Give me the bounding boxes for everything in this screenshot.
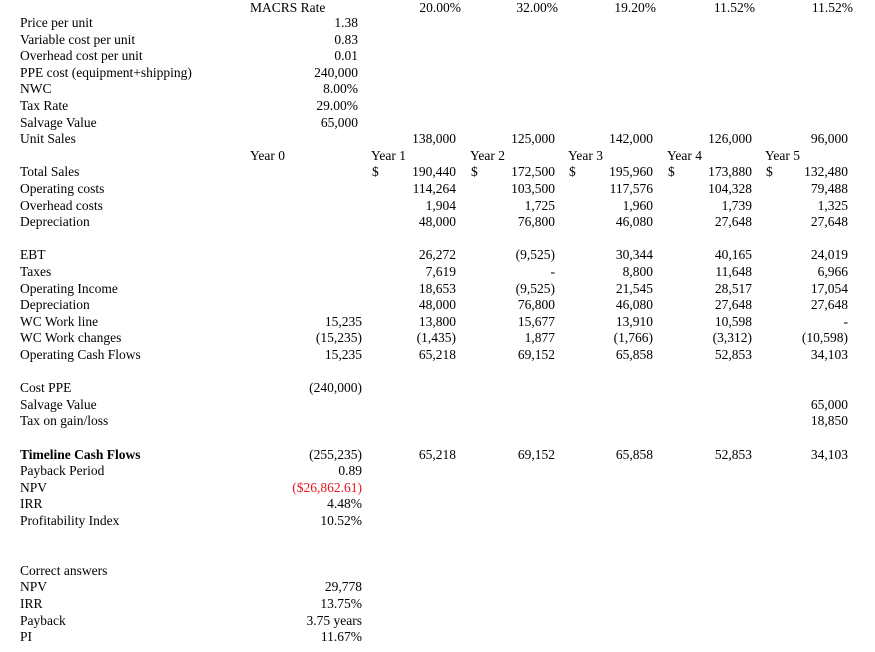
value-cell[interactable]: 40,165 <box>714 247 752 263</box>
macrs-rate-cell[interactable]: 11.52% <box>811 0 853 15</box>
value-cell[interactable]: 69,152 <box>517 446 555 462</box>
value-cell[interactable]: 46,080 <box>615 214 653 230</box>
value-cell[interactable]: 27,648 <box>810 214 848 230</box>
value-cell[interactable]: 1,325 <box>817 197 848 213</box>
input-value[interactable]: 65,000 <box>320 114 358 130</box>
value-cell[interactable]: 103,500 <box>511 181 555 196</box>
value-cell[interactable]: 1,725 <box>524 197 555 213</box>
currency-symbol[interactable]: $ <box>372 164 379 180</box>
value-cell[interactable]: 52,853 <box>714 446 752 462</box>
row-label[interactable]: Operating Cash Flows <box>20 347 141 362</box>
row-label[interactable]: Cost PPE <box>20 380 72 396</box>
value-cell[interactable]: 28,517 <box>714 280 752 296</box>
year0-cell[interactable]: (15,235) <box>315 330 362 346</box>
value-cell[interactable]: 114,264 <box>412 181 456 196</box>
value-cell[interactable]: 1,877 <box>524 330 555 346</box>
value-cell[interactable]: 8,800 <box>622 264 653 279</box>
value-cell[interactable]: 52,853 <box>714 347 752 362</box>
input-label[interactable]: Salvage Value <box>20 114 97 130</box>
value-cell[interactable]: 21,545 <box>615 280 653 296</box>
metric-value[interactable]: 0.89 <box>338 463 362 479</box>
year0-cell[interactable]: (240,000) <box>309 380 362 396</box>
correct-answers-title[interactable]: Correct answers <box>20 562 108 578</box>
value-cell[interactable]: 195,960 <box>609 164 653 180</box>
answer-label[interactable]: NPV <box>20 579 48 595</box>
row-label[interactable]: Depreciation <box>20 214 90 230</box>
value-cell[interactable]: 34,103 <box>810 347 848 362</box>
value-cell[interactable]: 27,648 <box>810 297 848 313</box>
value-cell[interactable]: 7,619 <box>425 264 456 279</box>
unit-sales-cell[interactable]: 126,000 <box>708 131 752 147</box>
value-cell[interactable]: (1,766) <box>613 330 653 346</box>
value-cell[interactable]: 117,576 <box>609 181 653 196</box>
value-cell[interactable]: 27,648 <box>714 214 752 230</box>
input-label[interactable]: Price per unit <box>20 15 93 30</box>
row-label[interactable]: WC Work changes <box>20 330 122 346</box>
value-cell[interactable]: 190,440 <box>412 164 456 180</box>
input-label[interactable]: Unit Sales <box>20 131 76 147</box>
currency-symbol[interactable]: $ <box>766 164 773 180</box>
value-cell[interactable]: 65,218 <box>418 347 456 362</box>
macrs-rate-cell[interactable]: 32.00% <box>516 0 558 15</box>
value-cell[interactable]: 6,966 <box>817 264 848 279</box>
year0-cell[interactable]: 15,235 <box>324 347 362 362</box>
value-cell[interactable]: 132,480 <box>804 164 848 180</box>
value-cell[interactable]: 11,648 <box>715 264 752 279</box>
input-label[interactable]: PPE cost (equipment+shipping) <box>20 64 192 80</box>
value-cell[interactable]: 65,000 <box>810 396 848 412</box>
input-label[interactable]: Overhead cost per unit <box>20 48 143 64</box>
value-cell[interactable]: 65,218 <box>418 446 456 462</box>
row-label[interactable]: Total Sales <box>20 164 80 180</box>
year-header[interactable]: Year 4 <box>667 147 703 163</box>
currency-symbol[interactable]: $ <box>471 164 478 180</box>
unit-sales-cell[interactable]: 96,000 <box>810 131 848 147</box>
metric-value[interactable]: ($26,862.61) <box>292 479 362 495</box>
value-cell[interactable]: (9,525) <box>515 247 555 263</box>
value-cell[interactable]: 27,648 <box>714 297 752 313</box>
unit-sales-cell[interactable]: 138,000 <box>412 131 456 147</box>
row-label[interactable]: Taxes <box>20 264 52 279</box>
value-cell[interactable]: 15,677 <box>517 313 555 329</box>
value-cell[interactable]: 65,858 <box>615 347 653 362</box>
macrs-label[interactable]: MACRS Rate <box>250 0 326 15</box>
year0-cell[interactable]: (255,235) <box>309 446 362 462</box>
value-cell[interactable]: 76,800 <box>517 297 555 313</box>
currency-symbol[interactable]: $ <box>569 164 576 180</box>
currency-symbol[interactable]: $ <box>668 164 675 180</box>
value-cell[interactable]: 76,800 <box>517 214 555 230</box>
macrs-rate-cell[interactable]: 19.20% <box>614 0 656 15</box>
value-cell[interactable]: 10,598 <box>714 313 752 329</box>
row-label[interactable]: EBT <box>20 247 46 263</box>
value-cell[interactable]: 46,080 <box>615 297 653 313</box>
input-value[interactable]: 240,000 <box>314 64 358 80</box>
row-label[interactable]: Salvage Value <box>20 396 97 412</box>
answer-label[interactable]: IRR <box>20 596 43 611</box>
input-value[interactable]: 29.00% <box>316 98 358 113</box>
value-cell[interactable]: 24,019 <box>810 247 848 263</box>
year-header[interactable]: Year 2 <box>470 147 506 163</box>
value-cell[interactable]: 18,850 <box>810 413 848 429</box>
value-cell[interactable]: (9,525) <box>515 280 555 296</box>
input-label[interactable]: NWC <box>20 81 52 97</box>
value-cell[interactable]: 30,344 <box>615 247 653 263</box>
value-cell[interactable]: (3,312) <box>712 330 752 346</box>
macrs-rate-cell[interactable]: 20.00% <box>419 0 461 15</box>
metric-label[interactable]: Payback Period <box>20 463 105 479</box>
value-cell[interactable]: - <box>550 264 555 279</box>
macrs-rate-cell[interactable]: 11.52% <box>713 0 755 15</box>
year-header[interactable]: Year 5 <box>765 147 801 163</box>
metric-label[interactable]: NPV <box>20 479 48 495</box>
unit-sales-cell[interactable]: 142,000 <box>609 131 653 147</box>
value-cell[interactable]: 1,960 <box>622 197 653 213</box>
value-cell[interactable]: 1,904 <box>425 197 456 213</box>
input-label[interactable]: Tax Rate <box>20 98 69 113</box>
row-label[interactable]: Tax on gain/loss <box>20 413 109 429</box>
unit-sales-cell[interactable]: 125,000 <box>511 131 555 147</box>
input-value[interactable]: 8.00% <box>323 81 358 97</box>
year0-cell[interactable]: 15,235 <box>324 313 362 329</box>
value-cell[interactable]: 26,272 <box>418 247 456 263</box>
row-label[interactable]: WC Work line <box>20 313 99 329</box>
year-header[interactable]: Year 1 <box>371 147 407 163</box>
value-cell[interactable]: 18,653 <box>418 280 456 296</box>
value-cell[interactable]: 48,000 <box>418 297 456 313</box>
answer-value[interactable]: 29,778 <box>324 579 362 595</box>
value-cell[interactable]: 34,103 <box>810 446 848 462</box>
input-label[interactable]: Variable cost per unit <box>20 31 136 47</box>
value-cell[interactable]: (1,435) <box>416 330 456 346</box>
value-cell[interactable]: 104,328 <box>708 181 752 196</box>
input-value[interactable]: 0.83 <box>334 31 358 47</box>
value-cell[interactable]: 48,000 <box>418 214 456 230</box>
value-cell[interactable]: 69,152 <box>517 347 555 362</box>
year-header[interactable]: Year 3 <box>568 147 604 163</box>
metric-label[interactable]: IRR <box>20 496 43 512</box>
input-value[interactable]: 0.01 <box>334 48 358 64</box>
year-header[interactable]: Year 0 <box>250 147 286 163</box>
value-cell[interactable]: - <box>843 313 848 329</box>
timeline-label[interactable]: Timeline Cash Flows <box>20 446 141 462</box>
answer-label[interactable]: Payback <box>20 612 66 628</box>
metric-value[interactable]: 10.52% <box>320 513 362 528</box>
row-label[interactable]: Depreciation <box>20 297 90 313</box>
value-cell[interactable]: 13,800 <box>418 313 456 329</box>
answer-value[interactable]: 3.75 years <box>306 612 362 628</box>
answer-label[interactable]: PI <box>20 629 33 645</box>
value-cell[interactable]: (10,598) <box>801 330 848 346</box>
value-cell[interactable]: 17,054 <box>810 280 848 296</box>
input-value[interactable]: 1.38 <box>334 15 358 30</box>
value-cell[interactable]: 173,880 <box>708 164 752 180</box>
metric-label[interactable]: Profitability Index <box>20 513 120 528</box>
row-label[interactable]: Operating costs <box>20 181 105 196</box>
answer-value[interactable]: 13.75% <box>320 596 362 611</box>
value-cell[interactable]: 65,858 <box>615 446 653 462</box>
row-label[interactable]: Overhead costs <box>20 197 103 213</box>
value-cell[interactable]: 79,488 <box>810 181 848 196</box>
row-label[interactable]: Operating Income <box>20 280 118 296</box>
value-cell[interactable]: 172,500 <box>511 164 555 180</box>
answer-value[interactable]: 11.67% <box>320 629 362 645</box>
value-cell[interactable]: 13,910 <box>615 313 653 329</box>
metric-value[interactable]: 4.48% <box>327 496 362 512</box>
value-cell[interactable]: 1,739 <box>721 197 752 213</box>
